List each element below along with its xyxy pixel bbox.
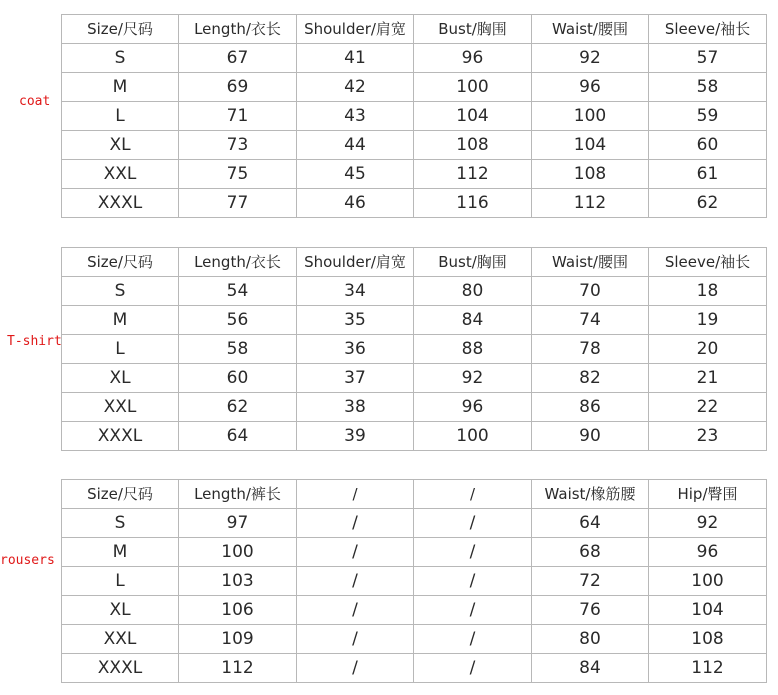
table-cell: 62 bbox=[179, 393, 297, 422]
table-cell: XL bbox=[62, 596, 179, 625]
table-cell: 76 bbox=[532, 596, 649, 625]
table-header-row bbox=[62, 15, 767, 44]
table-cell: L bbox=[62, 567, 179, 596]
table-cell: 92 bbox=[649, 509, 767, 538]
section-label-coat: coat bbox=[19, 94, 51, 109]
table-cell: 97 bbox=[179, 509, 297, 538]
table-cell: 96 bbox=[649, 538, 767, 567]
header-cell: Bust/胸围 bbox=[414, 248, 532, 277]
table-cell: 96 bbox=[532, 73, 649, 102]
table-cell: / bbox=[414, 596, 532, 625]
header-cell: Hip/臀围 bbox=[649, 480, 767, 509]
table-cell: 82 bbox=[532, 364, 649, 393]
table-cell: 108 bbox=[414, 131, 532, 160]
table-cell: 23 bbox=[649, 422, 767, 451]
table-cell: 103 bbox=[179, 567, 297, 596]
table-cell: XXL bbox=[62, 625, 179, 654]
table-cell: M bbox=[62, 306, 179, 335]
table-row bbox=[62, 306, 767, 335]
table-cell: 69 bbox=[179, 73, 297, 102]
header-cell: Sleeve/袖长 bbox=[649, 248, 767, 277]
table-cell: 39 bbox=[297, 422, 414, 451]
header-cell: Sleeve/袖长 bbox=[649, 15, 767, 44]
table-cell: 80 bbox=[532, 625, 649, 654]
table-cell: 67 bbox=[179, 44, 297, 73]
table-cell: L bbox=[62, 102, 179, 131]
table-cell: XXL bbox=[62, 160, 179, 189]
table-cell: / bbox=[414, 654, 532, 683]
table-cell: 59 bbox=[649, 102, 767, 131]
table-cell: 90 bbox=[532, 422, 649, 451]
table-row bbox=[62, 393, 767, 422]
table-cell: 56 bbox=[179, 306, 297, 335]
table-cell: 75 bbox=[179, 160, 297, 189]
table-cell: 88 bbox=[414, 335, 532, 364]
header-cell: Size/尺码 bbox=[62, 248, 179, 277]
table-row bbox=[62, 654, 767, 683]
table-cell: 54 bbox=[179, 277, 297, 306]
table-header-row bbox=[62, 480, 767, 509]
size-table-coat bbox=[61, 14, 767, 218]
table-row bbox=[62, 44, 767, 73]
table-cell: S bbox=[62, 277, 179, 306]
table-cell: XXXL bbox=[62, 189, 179, 218]
table-cell: XXXL bbox=[62, 422, 179, 451]
table-cell: / bbox=[297, 625, 414, 654]
table-cell: 58 bbox=[649, 73, 767, 102]
table-cell: 73 bbox=[179, 131, 297, 160]
table-cell: / bbox=[297, 567, 414, 596]
table-row bbox=[62, 364, 767, 393]
table-cell: / bbox=[297, 509, 414, 538]
table-cell: 112 bbox=[179, 654, 297, 683]
table-cell: 106 bbox=[179, 596, 297, 625]
header-cell: Size/尺码 bbox=[62, 480, 179, 509]
table-row bbox=[62, 567, 767, 596]
header-cell: / bbox=[414, 480, 532, 509]
table-cell: XL bbox=[62, 131, 179, 160]
table-cell: XL bbox=[62, 364, 179, 393]
table-cell: L bbox=[62, 335, 179, 364]
table-cell: 92 bbox=[532, 44, 649, 73]
table-cell: 43 bbox=[297, 102, 414, 131]
table-cell: 44 bbox=[297, 131, 414, 160]
table-cell: 104 bbox=[532, 131, 649, 160]
table-cell: 112 bbox=[532, 189, 649, 218]
table-cell: 64 bbox=[532, 509, 649, 538]
header-cell: Length/衣长 bbox=[179, 248, 297, 277]
table-header-row bbox=[62, 248, 767, 277]
table-row bbox=[62, 538, 767, 567]
table-cell: 112 bbox=[649, 654, 767, 683]
table-cell: 108 bbox=[649, 625, 767, 654]
table-cell: 42 bbox=[297, 73, 414, 102]
table-row bbox=[62, 422, 767, 451]
table-cell: M bbox=[62, 538, 179, 567]
table-cell: 62 bbox=[649, 189, 767, 218]
table-row bbox=[62, 625, 767, 654]
table-cell: 20 bbox=[649, 335, 767, 364]
table-cell: 100 bbox=[532, 102, 649, 131]
table-cell: 45 bbox=[297, 160, 414, 189]
table-cell: 104 bbox=[649, 596, 767, 625]
table-cell: 41 bbox=[297, 44, 414, 73]
table-row bbox=[62, 277, 767, 306]
table-cell: 100 bbox=[414, 422, 532, 451]
table-cell: 80 bbox=[414, 277, 532, 306]
table-cell: 36 bbox=[297, 335, 414, 364]
header-cell: Shoulder/肩宽 bbox=[297, 15, 414, 44]
table-cell: 68 bbox=[532, 538, 649, 567]
table-cell: 108 bbox=[532, 160, 649, 189]
table-cell: 60 bbox=[179, 364, 297, 393]
table-cell: 100 bbox=[414, 73, 532, 102]
table-cell: 60 bbox=[649, 131, 767, 160]
table-row bbox=[62, 189, 767, 218]
table-cell: / bbox=[297, 596, 414, 625]
table-cell: 64 bbox=[179, 422, 297, 451]
table-cell: / bbox=[414, 567, 532, 596]
table-cell: / bbox=[414, 538, 532, 567]
table-cell: 70 bbox=[532, 277, 649, 306]
table-cell: XXL bbox=[62, 393, 179, 422]
header-cell: Bust/胸围 bbox=[414, 15, 532, 44]
table-cell: 38 bbox=[297, 393, 414, 422]
table-cell: 58 bbox=[179, 335, 297, 364]
table-cell: / bbox=[414, 625, 532, 654]
table-row bbox=[62, 596, 767, 625]
table-row bbox=[62, 131, 767, 160]
table-cell: 34 bbox=[297, 277, 414, 306]
table-cell: 57 bbox=[649, 44, 767, 73]
table-cell: 61 bbox=[649, 160, 767, 189]
table-cell: 21 bbox=[649, 364, 767, 393]
size-table-t-shirt bbox=[61, 247, 767, 451]
table-row bbox=[62, 73, 767, 102]
header-cell: Size/尺码 bbox=[62, 15, 179, 44]
table-cell: 35 bbox=[297, 306, 414, 335]
table-cell: 77 bbox=[179, 189, 297, 218]
table-cell: 92 bbox=[414, 364, 532, 393]
table-cell: 100 bbox=[649, 567, 767, 596]
header-cell: Shoulder/肩宽 bbox=[297, 248, 414, 277]
header-cell: / bbox=[297, 480, 414, 509]
table-row bbox=[62, 160, 767, 189]
table-cell: / bbox=[297, 654, 414, 683]
header-cell: Waist/橡筋腰 bbox=[532, 480, 649, 509]
table-cell: 18 bbox=[649, 277, 767, 306]
table-cell: 84 bbox=[414, 306, 532, 335]
table-cell: 78 bbox=[532, 335, 649, 364]
table-cell: 19 bbox=[649, 306, 767, 335]
table-cell: 86 bbox=[532, 393, 649, 422]
table-cell: 84 bbox=[532, 654, 649, 683]
table-row bbox=[62, 335, 767, 364]
table-cell: M bbox=[62, 73, 179, 102]
header-cell: Waist/腰围 bbox=[532, 248, 649, 277]
table-cell: 100 bbox=[179, 538, 297, 567]
header-cell: Length/裤长 bbox=[179, 480, 297, 509]
table-cell: 104 bbox=[414, 102, 532, 131]
table-cell: / bbox=[414, 509, 532, 538]
table-cell: 109 bbox=[179, 625, 297, 654]
section-label-t-shirt: T-shirt bbox=[7, 334, 62, 349]
table-cell: XXXL bbox=[62, 654, 179, 683]
table-row bbox=[62, 509, 767, 538]
table-cell: 96 bbox=[414, 44, 532, 73]
table-cell: 71 bbox=[179, 102, 297, 131]
section-label-trousers: rousers bbox=[0, 553, 55, 568]
table-cell: 46 bbox=[297, 189, 414, 218]
table-cell: 116 bbox=[414, 189, 532, 218]
table-row bbox=[62, 102, 767, 131]
table-cell: 37 bbox=[297, 364, 414, 393]
table-cell: S bbox=[62, 44, 179, 73]
header-cell: Length/衣长 bbox=[179, 15, 297, 44]
table-cell: 22 bbox=[649, 393, 767, 422]
table-cell: S bbox=[62, 509, 179, 538]
table-cell: 112 bbox=[414, 160, 532, 189]
header-cell: Waist/腰围 bbox=[532, 15, 649, 44]
table-cell: / bbox=[297, 538, 414, 567]
table-cell: 74 bbox=[532, 306, 649, 335]
table-cell: 96 bbox=[414, 393, 532, 422]
size-table-trousers bbox=[61, 479, 767, 683]
table-cell: 72 bbox=[532, 567, 649, 596]
